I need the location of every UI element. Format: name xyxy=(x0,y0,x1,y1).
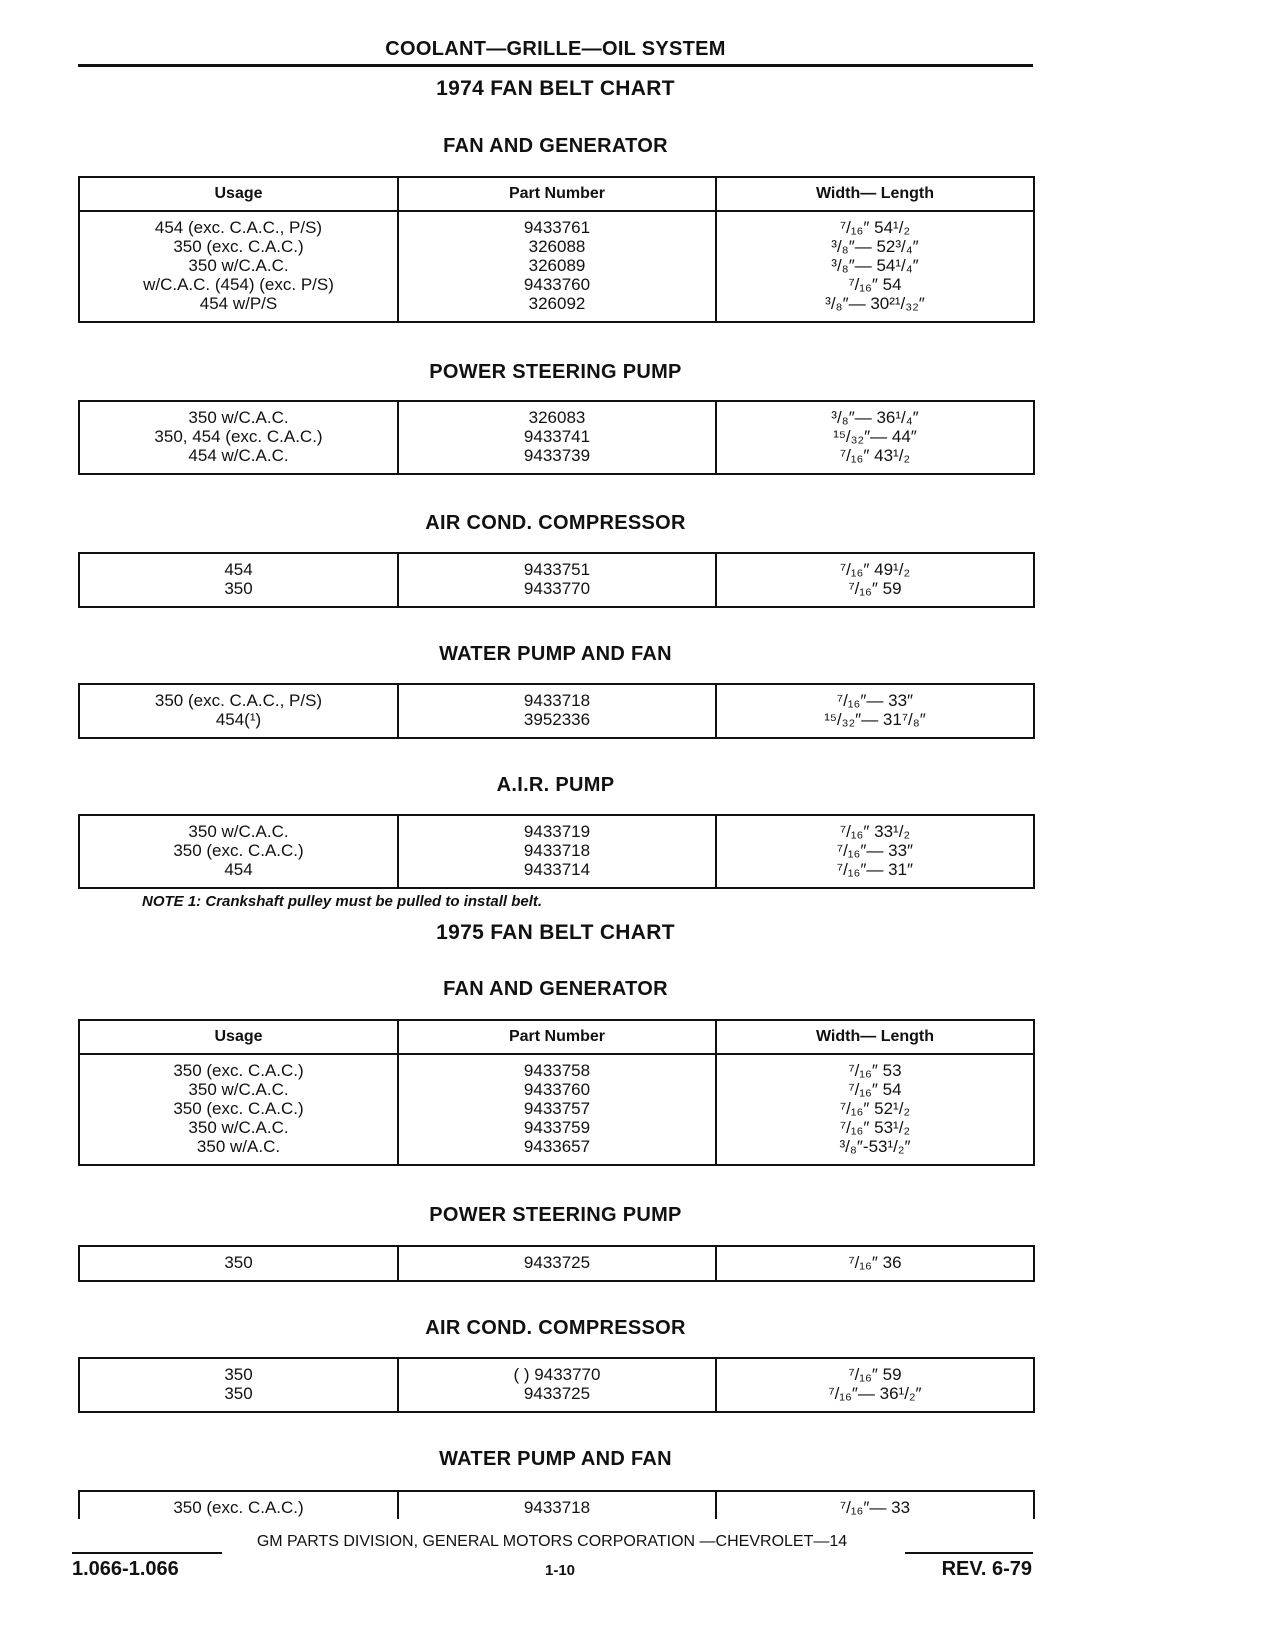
table-row xyxy=(79,815,1034,888)
column-header-part-number: Part Number xyxy=(398,1020,716,1054)
width-length-value: ⁷/₁₆″— 33 xyxy=(839,1498,911,1517)
section-1974-water-pump-title: WATER PUMP AND FAN xyxy=(439,643,672,665)
usage-value: w/C.A.C. (454) (exc. P/S) xyxy=(143,275,334,294)
section-1974-air-pump-title: A.I.R. PUMP xyxy=(496,774,615,796)
usage-value: 350 (exc. C.A.C.) xyxy=(173,1498,304,1517)
part-number-value: ( ) 9433770 xyxy=(513,1365,601,1384)
width-length-value: ³/₈″— 30²¹/₃₂″ xyxy=(825,294,925,313)
usage-cell xyxy=(79,401,398,474)
usage-cell xyxy=(79,1491,398,1519)
section-1975-water-pump-title: WATER PUMP AND FAN xyxy=(439,1448,672,1470)
width-length-cell xyxy=(716,1358,1034,1412)
width-length-value: ⁷/₁₆″— 33″ xyxy=(836,691,914,710)
usage-value: 350 w/C.A.C. xyxy=(188,408,289,427)
usage-value: 350 w/C.A.C. xyxy=(188,256,289,275)
usage-value: 454 w/P/S xyxy=(199,294,278,313)
part-number-cell xyxy=(398,1246,716,1281)
width-length-value: ³/₈″-53¹/₂″ xyxy=(839,1137,911,1156)
part-number-value: 9433757 xyxy=(523,1099,591,1118)
table-row xyxy=(79,684,1034,738)
width-length-value: ⁷/₁₆″ 54 xyxy=(848,1080,902,1099)
part-number-value: 326092 xyxy=(528,294,586,313)
usage-cell xyxy=(79,1246,398,1281)
part-number-value: 9433719 xyxy=(523,822,591,841)
width-length-value: ⁷/₁₆″— 36¹/₂″ xyxy=(828,1384,922,1403)
usage-value: 350 w/A.C. xyxy=(196,1137,281,1156)
usage-value: 350 w/C.A.C. xyxy=(188,1080,289,1099)
table-1975-fan-generator xyxy=(78,1019,1035,1166)
part-number-value: 9433657 xyxy=(523,1137,591,1156)
width-length-value: ⁷/₁₆″ 53¹/₂ xyxy=(839,1118,911,1137)
table-row xyxy=(79,401,1034,474)
width-length-value: ⁷/₁₆″ 59 xyxy=(848,579,902,598)
part-number-cell xyxy=(398,684,716,738)
section-1974-power-steering-title: POWER STEERING PUMP xyxy=(429,361,682,383)
table-1974-air-cond xyxy=(78,552,1035,608)
section-1975-air-cond-title: AIR COND. COMPRESSOR xyxy=(425,1317,686,1339)
width-length-value: ⁷/₁₆″ 59 xyxy=(848,1365,902,1384)
usage-value: 454 xyxy=(224,860,253,879)
part-number-cell xyxy=(398,1491,716,1519)
column-header-part-number: Part Number xyxy=(398,177,716,211)
usage-value: 350 w/C.A.C. xyxy=(188,822,289,841)
usage-value: 350 (exc. C.A.C.) xyxy=(173,237,304,256)
revision-label: REV. 6-79 xyxy=(941,1558,1032,1580)
width-length-value: ⁷/₁₆″ 53 xyxy=(848,1061,902,1080)
part-number-value: 326083 xyxy=(528,408,586,427)
chart-1975-title: 1975 FAN BELT CHART xyxy=(436,921,675,944)
part-number-value: 9433760 xyxy=(523,1080,591,1099)
table-row xyxy=(79,1491,1034,1519)
usage-cell xyxy=(79,1054,398,1165)
width-length-value: ⁷/₁₆″ 54 xyxy=(848,275,902,294)
section-1974-fan-generator-title: FAN AND GENERATOR xyxy=(443,135,668,157)
usage-value: 454(¹) xyxy=(215,710,262,729)
width-length-cell xyxy=(716,684,1034,738)
usage-value: 350, 454 (exc. C.A.C.) xyxy=(154,427,323,446)
width-length-value: ¹⁵/₃₂″— 31⁷/₈″ xyxy=(824,710,926,729)
usage-value: 350 (exc. C.A.C.) xyxy=(173,841,304,860)
width-length-value: ⁷/₁₆″ 49¹/₂ xyxy=(839,560,911,579)
usage-value: 350 w/C.A.C. xyxy=(188,1118,289,1137)
part-number-cell xyxy=(398,1054,716,1165)
part-number-value: 9433718 xyxy=(523,691,591,710)
width-length-value: ⁷/₁₆″ 43¹/₂ xyxy=(839,446,911,465)
usage-cell xyxy=(79,684,398,738)
part-number-value: 9433725 xyxy=(523,1253,591,1272)
usage-cell xyxy=(79,1358,398,1412)
table-1974-water-pump xyxy=(78,683,1035,739)
usage-value: 350 xyxy=(224,1365,253,1384)
crankshaft-note: NOTE 1: Crankshaft pulley must be pulled to install belt. xyxy=(142,893,543,910)
column-header-width-length: Width— Length xyxy=(716,1020,1034,1054)
part-number-cell xyxy=(398,553,716,607)
section-code: 1.066-1.066 xyxy=(72,1558,179,1580)
table-row xyxy=(79,1246,1034,1281)
usage-value: 350 (exc. C.A.C.) xyxy=(173,1061,304,1080)
width-length-cell xyxy=(716,553,1034,607)
part-number-cell xyxy=(398,1358,716,1412)
width-length-value: ³/₈″— 36¹/₄″ xyxy=(831,408,919,427)
part-number-value: 9433751 xyxy=(523,560,591,579)
width-length-value: ¹⁵/₃₂″— 44″ xyxy=(833,427,917,446)
usage-value: 350 xyxy=(224,1253,253,1272)
width-length-cell xyxy=(716,1491,1034,1519)
part-number-value: 3952336 xyxy=(523,710,591,729)
width-length-value: ⁷/₁₆″ 52¹/₂ xyxy=(839,1099,911,1118)
width-length-value: ³/₈″— 54¹/₄″ xyxy=(831,256,919,275)
width-length-cell xyxy=(716,815,1034,888)
section-1975-power-steering-title: POWER STEERING PUMP xyxy=(429,1204,682,1226)
part-number-value: 9433714 xyxy=(523,860,591,879)
table-row xyxy=(79,1358,1034,1412)
part-number-value: 9433760 xyxy=(523,275,591,294)
table-row xyxy=(79,1054,1034,1165)
footer-division: GM PARTS DIVISION, GENERAL MOTORS CORPORATION —CHEVROLET—14 xyxy=(256,1533,848,1550)
table-row xyxy=(79,553,1034,607)
section-1975-fan-generator-title: FAN AND GENERATOR xyxy=(443,978,668,1000)
usage-cell xyxy=(79,815,398,888)
chart-1974-title: 1974 FAN BELT CHART xyxy=(436,77,675,100)
part-number-value: 9433739 xyxy=(523,446,591,465)
part-number-value: 9433759 xyxy=(523,1118,591,1137)
width-length-value: ⁷/₁₆″— 31″ xyxy=(836,860,914,879)
width-length-cell xyxy=(716,1054,1034,1165)
width-length-value: ³/₈″— 52³/₄″ xyxy=(831,237,919,256)
usage-value: 350 (exc. C.A.C.) xyxy=(173,1099,304,1118)
table-1974-power-steering xyxy=(78,400,1035,475)
part-number-value: 9433718 xyxy=(523,1498,591,1517)
width-length-cell xyxy=(716,211,1034,322)
width-length-value: ⁷/₁₆″ 36 xyxy=(848,1253,902,1272)
footer-rule-left xyxy=(72,1552,222,1554)
table-1974-air-pump xyxy=(78,814,1035,889)
table-1975-air-cond xyxy=(78,1357,1035,1413)
part-number-value: 9433718 xyxy=(523,841,591,860)
part-number-value: 9433758 xyxy=(523,1061,591,1080)
part-number-cell xyxy=(398,815,716,888)
usage-cell xyxy=(79,211,398,322)
page-header: COOLANT—GRILLE—OIL SYSTEM xyxy=(78,38,1033,67)
usage-value: 454 w/C.A.C. xyxy=(188,446,289,465)
usage-value: 454 xyxy=(224,560,253,579)
part-number-value: 9433725 xyxy=(523,1384,591,1403)
usage-cell xyxy=(79,553,398,607)
part-number-value: 326088 xyxy=(528,237,586,256)
page-number: 1-10 xyxy=(544,1562,576,1579)
column-header-usage: Usage xyxy=(79,177,398,211)
part-number-cell xyxy=(398,401,716,474)
width-length-cell xyxy=(716,401,1034,474)
part-number-value: 9433741 xyxy=(523,427,591,446)
usage-value: 454 (exc. C.A.C., P/S) xyxy=(154,218,323,237)
width-length-value: ⁷/₁₆″ 54¹/₂ xyxy=(839,218,911,237)
table-1974-fan-generator xyxy=(78,176,1035,323)
column-header-usage: Usage xyxy=(79,1020,398,1054)
usage-value: 350 xyxy=(224,1384,253,1403)
width-length-value: ⁷/₁₆″ 33¹/₂ xyxy=(839,822,911,841)
table-1975-water-pump xyxy=(78,1490,1035,1519)
section-1974-air-cond-title: AIR COND. COMPRESSOR xyxy=(425,512,686,534)
part-number-value: 9433770 xyxy=(523,579,591,598)
footer-rule-right xyxy=(905,1552,1033,1554)
table-1975-power-steering xyxy=(78,1245,1035,1282)
part-number-cell xyxy=(398,211,716,322)
part-number-value: 326089 xyxy=(528,256,586,275)
column-header-width-length: Width— Length xyxy=(716,177,1034,211)
table-row xyxy=(79,211,1034,322)
usage-value: 350 (exc. C.A.C., P/S) xyxy=(154,691,323,710)
width-length-value: ⁷/₁₆″— 33″ xyxy=(836,841,914,860)
part-number-value: 9433761 xyxy=(523,218,591,237)
width-length-cell xyxy=(716,1246,1034,1281)
usage-value: 350 xyxy=(224,579,253,598)
